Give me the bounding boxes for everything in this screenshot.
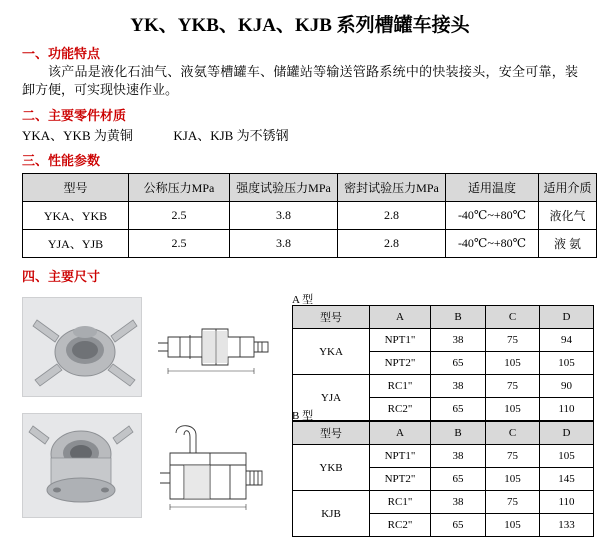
spec-cell-1-3: 2.8 [338, 230, 446, 258]
dim-a-cell-0-0-1: 38 [431, 329, 486, 352]
dimension-table-b [292, 421, 594, 537]
table-row [293, 491, 594, 514]
dimension-table-a [292, 305, 594, 421]
dim-b-cell-1-0-1: 38 [431, 491, 486, 514]
dim-b-header-2: B [431, 422, 486, 445]
spec-cell-0-1: 2.5 [129, 202, 230, 230]
dim-a-cell-1-1-1: 65 [431, 398, 486, 421]
spec-cell-0-5: 液化气 [539, 202, 597, 230]
dim-a-cell-0-0-2: 75 [486, 329, 540, 352]
table-row [23, 202, 597, 230]
spec-cell-0-3: 2.8 [338, 202, 446, 230]
table-row [293, 445, 594, 468]
spec-cell-0-0: YKA、YKB [23, 202, 129, 230]
table-header-row [293, 422, 594, 445]
spec-header-3: 密封试验压力MPa [338, 174, 446, 202]
spec-cell-1-1: 2.5 [129, 230, 230, 258]
spec-header-0: 型号 [23, 174, 129, 202]
dim-b-cell-0-1-1: 65 [431, 468, 486, 491]
performance-table [22, 173, 597, 258]
spec-cell-1-5: 液 氨 [539, 230, 597, 258]
dim-a-cell-1-1-2: 105 [486, 398, 540, 421]
dim-a-cell-0-1-2: 105 [486, 352, 540, 375]
spec-header-4: 适用温度 [446, 174, 539, 202]
dim-b-model-1: KJB [293, 491, 370, 537]
dim-b-header-4: D [540, 422, 594, 445]
dim-a-cell-1-1-0: RC2" [370, 398, 431, 421]
photo-b-graphic [23, 414, 142, 518]
photo-coupling-a [22, 297, 142, 397]
spec-cell-1-2: 3.8 [230, 230, 338, 258]
dim-a-cell-1-0-2: 75 [486, 375, 540, 398]
drawing-coupling-a [150, 297, 280, 397]
dim-a-model-1: YJA [293, 375, 370, 421]
materials-line [22, 125, 600, 144]
features-text: 该产品是液化石油气、液氨等槽罐车、储罐站等输送管路系统中的快装接头，安全可靠，装卸方便，可实现快速作业。 [22, 64, 578, 97]
dim-a-cell-0-1-3: 105 [540, 352, 594, 375]
dim-a-header-2: B [431, 306, 486, 329]
dim-b-cell-1-1-0: RC2" [370, 514, 431, 537]
dim-b-header-0: 型号 [293, 422, 370, 445]
table-row [293, 375, 594, 398]
dim-a-header-4: D [540, 306, 594, 329]
spec-cell-0-2: 3.8 [230, 202, 338, 230]
dim-b-header-1: A [370, 422, 431, 445]
dim-b-cell-0-1-3: 145 [540, 468, 594, 491]
dim-b-cell-0-0-2: 75 [486, 445, 540, 468]
table-row [23, 230, 597, 258]
dim-a-cell-0-0-3: 94 [540, 329, 594, 352]
photo-a-graphic [23, 298, 142, 397]
dim-a-header-1: A [370, 306, 431, 329]
dim-a-cell-0-1-0: NPT2" [370, 352, 431, 375]
section-heading-dimensions: 四、主要尺寸 [22, 269, 101, 284]
section-heading-features: 一、功能特点 [22, 46, 101, 61]
section-heading-materials: 二、主要零件材质 [22, 108, 127, 123]
spec-header-2: 强度试验压力MPa [230, 174, 338, 202]
materials-right: KJA、KJB 为不锈钢 [173, 128, 289, 143]
dim-b-cell-1-0-0: RC1" [370, 491, 431, 514]
dim-a-cell-0-0-0: NPT1" [370, 329, 431, 352]
spec-header-1: 公称压力MPa [129, 174, 230, 202]
spec-cell-1-4: -40℃~+80℃ [446, 230, 539, 258]
photo-coupling-b [22, 413, 142, 518]
drawing-a-graphic [150, 297, 280, 397]
figures-area [0, 291, 600, 537]
dim-a-cell-0-1-1: 65 [431, 352, 486, 375]
dim-b-cell-0-0-0: NPT1" [370, 445, 431, 468]
page-title: YK、YKB、KJA、KJB 系列槽罐车接头 [130, 15, 470, 36]
materials-left: YKA、YKB 为黄铜 [22, 128, 133, 143]
dim-a-model-0: YKA [293, 329, 370, 375]
dim-b-model-0: YKB [293, 445, 370, 491]
section-heading-performance: 三、性能参数 [22, 153, 101, 168]
dim-b-cell-1-1-1: 65 [431, 514, 486, 537]
document-page [0, 10, 600, 531]
dim-b-header-3: C [486, 422, 540, 445]
table-row [293, 329, 594, 352]
drawing-coupling-b [150, 413, 280, 518]
spec-cell-1-0: YJA、YJB [23, 230, 129, 258]
dim-b-cell-1-1-3: 133 [540, 514, 594, 537]
dim-b-cell-0-0-1: 38 [431, 445, 486, 468]
drawing-b-graphic [150, 413, 280, 518]
spec-cell-0-4: -40℃~+80℃ [446, 202, 539, 230]
dim-a-cell-1-0-1: 38 [431, 375, 486, 398]
dim-a-cell-1-1-3: 110 [540, 398, 594, 421]
spec-header-5: 适用介质 [539, 174, 597, 202]
dim-b-cell-1-1-2: 105 [486, 514, 540, 537]
type-b-label: B 型 [292, 410, 314, 422]
type-a-label: A 型 [292, 294, 314, 306]
dim-a-header-3: C [486, 306, 540, 329]
dim-b-cell-0-0-3: 105 [540, 445, 594, 468]
dim-a-cell-1-0-3: 90 [540, 375, 594, 398]
table-header-row [293, 306, 594, 329]
dim-b-cell-0-1-0: NPT2" [370, 468, 431, 491]
table-header-row [23, 174, 597, 202]
dim-a-header-0: 型号 [293, 306, 370, 329]
dim-b-cell-0-1-2: 105 [486, 468, 540, 491]
dim-a-cell-1-0-0: RC1" [370, 375, 431, 398]
dim-b-cell-1-0-3: 110 [540, 491, 594, 514]
dim-b-cell-1-0-2: 75 [486, 491, 540, 514]
